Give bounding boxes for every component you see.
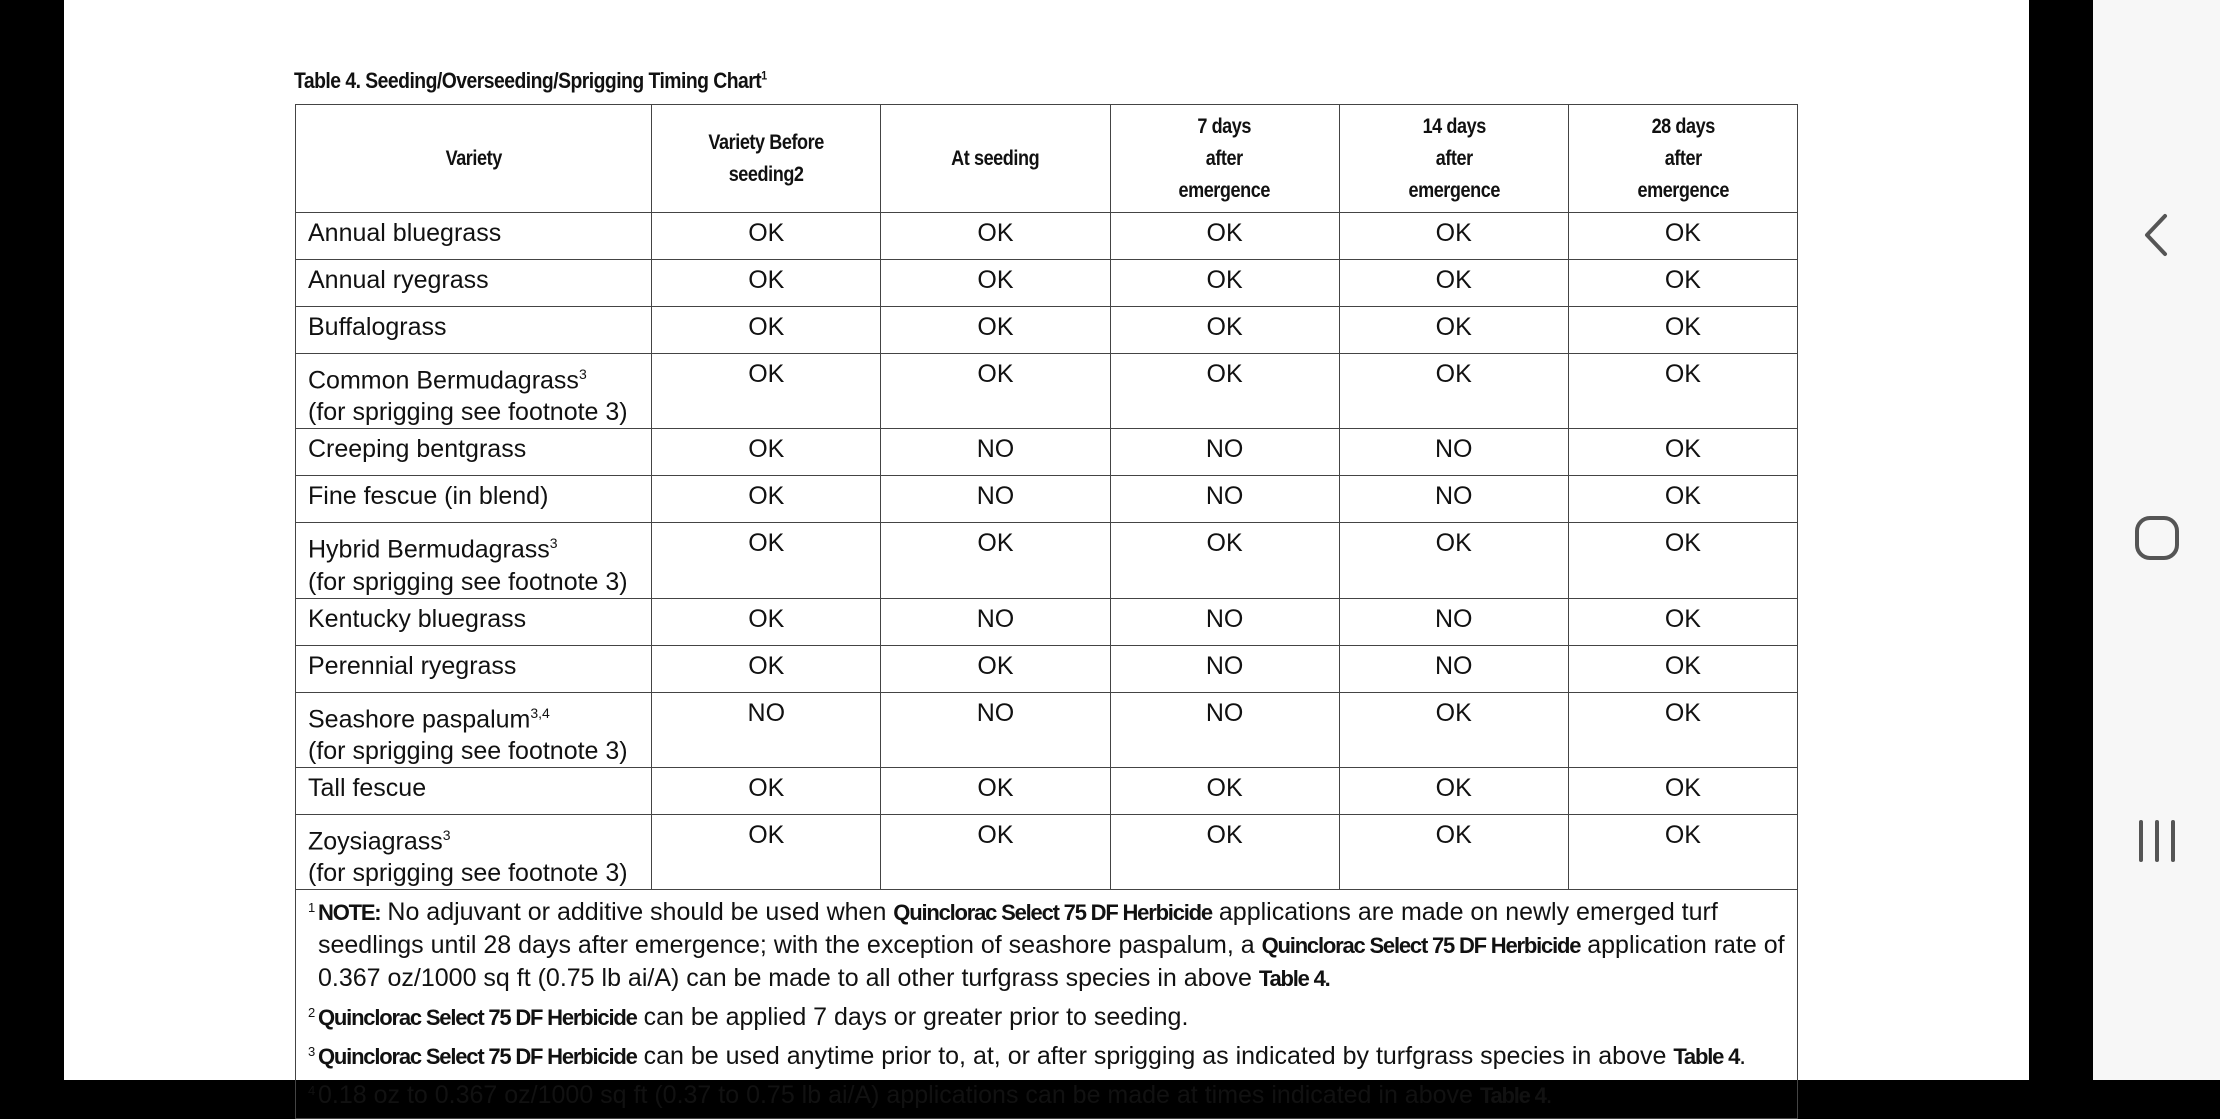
variety-cell bbox=[296, 307, 652, 354]
table-row bbox=[296, 307, 1798, 354]
timing-value-cell: OK bbox=[1339, 213, 1568, 260]
timing-value-cell: OK bbox=[1568, 814, 1797, 889]
variety-cell bbox=[296, 814, 652, 889]
timing-value-cell: OK bbox=[1339, 814, 1568, 889]
variety-cell bbox=[296, 213, 652, 260]
timing-value-cell: NO bbox=[1339, 429, 1568, 476]
timing-value-cell: OK bbox=[1339, 307, 1568, 354]
variety-name: Tall fescue bbox=[308, 773, 427, 802]
left-margin bbox=[0, 0, 64, 1080]
timing-value-cell: NO bbox=[1110, 476, 1339, 523]
timing-value-cell: OK bbox=[1568, 307, 1797, 354]
table-row bbox=[296, 476, 1798, 523]
timing-value-cell: OK bbox=[1568, 692, 1797, 767]
table-row bbox=[296, 814, 1798, 889]
timing-value-cell: OK bbox=[652, 476, 881, 523]
variety-footnote-ref: 3 bbox=[549, 535, 558, 552]
table-row bbox=[296, 767, 1798, 814]
notes-row bbox=[296, 890, 1798, 1119]
header-14-line1: 14 days bbox=[1422, 114, 1486, 138]
timing-value-cell: OK bbox=[1568, 429, 1797, 476]
timing-value-cell: OK bbox=[652, 523, 881, 598]
timing-value-cell: OK bbox=[881, 260, 1110, 307]
variety-subnote: (for sprigging see footnote 3) bbox=[308, 859, 628, 888]
variety-name: Seashore paspalum bbox=[308, 704, 531, 733]
header-14-line3: emergence bbox=[1407, 178, 1500, 202]
recents-icon bbox=[2135, 816, 2179, 866]
timing-value-cell: OK bbox=[1110, 814, 1339, 889]
footnote-3-end: . bbox=[1739, 1042, 1747, 1071]
header-at-seeding bbox=[881, 105, 1110, 213]
variety-name: Common Bermudagrass bbox=[308, 366, 579, 395]
header-7-line2: after bbox=[1206, 146, 1244, 170]
header-7-days bbox=[1110, 105, 1339, 213]
variety-cell bbox=[296, 692, 652, 767]
timing-value-cell: OK bbox=[1339, 692, 1568, 767]
footnote-2-number: 2 bbox=[308, 1005, 316, 1021]
variety-cell bbox=[296, 645, 652, 692]
timing-value-cell: OK bbox=[652, 645, 881, 692]
table-row bbox=[296, 598, 1798, 645]
timing-value-cell: OK bbox=[652, 260, 881, 307]
table-title-text: Table 4. Seeding/Overseeding/Sprigging Timing Chart bbox=[294, 68, 762, 93]
footnote-4-table-ref: Table 4 bbox=[1479, 1083, 1546, 1109]
home-button[interactable] bbox=[2093, 493, 2220, 583]
header-variety-text: Variety bbox=[445, 146, 502, 170]
header-at-seeding-text: At seeding bbox=[951, 146, 1040, 170]
timing-value-cell: OK bbox=[1568, 260, 1797, 307]
variety-subnote: (for sprigging see footnote 3) bbox=[308, 736, 628, 765]
footnote-1-text-c: application rate of 0.367 oz/1000 sq ft (0.75 lb ai/A) can be made to all other turfgrass species in above bbox=[318, 931, 1785, 993]
header-variety bbox=[296, 105, 652, 213]
recents-button[interactable] bbox=[2093, 796, 2220, 886]
right-margin bbox=[2029, 0, 2093, 1080]
timing-value-cell: OK bbox=[652, 307, 881, 354]
variety-name: Annual bluegrass bbox=[308, 219, 502, 247]
timing-value-cell: OK bbox=[1110, 354, 1339, 429]
footnote-1-label: NOTE: bbox=[318, 900, 381, 926]
timing-value-cell: OK bbox=[1568, 354, 1797, 429]
variety-name: Buffalograss bbox=[308, 313, 447, 341]
timing-value-cell: OK bbox=[881, 354, 1110, 429]
footnote-1 bbox=[308, 896, 1785, 995]
header-before-line2: seeding2 bbox=[728, 162, 804, 186]
timing-value-cell: OK bbox=[652, 354, 881, 429]
timing-value-cell: OK bbox=[881, 767, 1110, 814]
header-28-days bbox=[1568, 105, 1797, 213]
footnote-1-table-ref: Table 4. bbox=[1258, 966, 1330, 992]
footnote-4-text: 0.18 oz to 0.367 oz/1000 sq ft (0.37 to 0.75 lb ai/A) applications can be made at times indicated in above bbox=[318, 1081, 1480, 1110]
variety-cell bbox=[296, 598, 652, 645]
notes-cell bbox=[296, 890, 1798, 1119]
timing-value-cell: OK bbox=[652, 429, 881, 476]
footnote-1-text-a: No adjuvant or additive should be used when bbox=[380, 898, 894, 927]
footnote-2-product: Quinclorac Select 75 DF Herbicide bbox=[318, 1005, 637, 1031]
variety-cell bbox=[296, 260, 652, 307]
back-button[interactable] bbox=[2093, 190, 2220, 280]
variety-name: Annual ryegrass bbox=[308, 266, 489, 294]
timing-value-cell: OK bbox=[1339, 767, 1568, 814]
table-row bbox=[296, 692, 1798, 767]
footnote-3-number: 3 bbox=[308, 1044, 316, 1060]
timing-table bbox=[295, 104, 1798, 1119]
table-row bbox=[296, 260, 1798, 307]
variety-name: Creeping bentgrass bbox=[308, 435, 527, 464]
variety-subnote: (for sprigging see footnote 3) bbox=[308, 567, 628, 596]
timing-value-cell: OK bbox=[1110, 307, 1339, 354]
timing-value-cell: OK bbox=[881, 213, 1110, 260]
timing-value-cell: NO bbox=[1339, 645, 1568, 692]
variety-cell bbox=[296, 429, 652, 476]
header-28-line3: emergence bbox=[1637, 178, 1729, 202]
table-row bbox=[296, 429, 1798, 476]
variety-name: Zoysiagrass bbox=[308, 827, 443, 856]
timing-value-cell: OK bbox=[881, 307, 1110, 354]
variety-cell bbox=[296, 476, 652, 523]
footnote-2-text: can be applied 7 days or greater prior to seeding. bbox=[636, 1003, 1189, 1032]
timing-value-cell: OK bbox=[1110, 213, 1339, 260]
footnote-1-product-a: Quinclorac Select 75 DF Herbicide bbox=[893, 900, 1212, 926]
header-28-line1: 28 days bbox=[1651, 114, 1715, 138]
timing-value-cell: OK bbox=[881, 645, 1110, 692]
footnote-3 bbox=[308, 1040, 1785, 1073]
variety-name: Perennial ryegrass bbox=[308, 651, 517, 680]
system-nav-bar bbox=[2093, 0, 2220, 1080]
variety-name: Kentucky bluegrass bbox=[308, 604, 527, 633]
back-icon bbox=[2137, 210, 2177, 260]
variety-cell bbox=[296, 523, 652, 598]
timing-value-cell: NO bbox=[881, 476, 1110, 523]
header-before-line1: Variety Before bbox=[708, 130, 825, 154]
timing-value-cell: OK bbox=[1110, 767, 1339, 814]
footnote-3-table-ref: Table 4 bbox=[1673, 1044, 1740, 1070]
variety-cell bbox=[296, 767, 652, 814]
variety-subnote: (for sprigging see footnote 3) bbox=[308, 398, 628, 427]
timing-value-cell: OK bbox=[881, 523, 1110, 598]
timing-value-cell: NO bbox=[1110, 692, 1339, 767]
header-28-line2: after bbox=[1664, 146, 1702, 170]
footnote-2 bbox=[308, 1001, 1785, 1034]
footnote-1-number: 1 bbox=[308, 900, 316, 916]
table-title bbox=[294, 68, 767, 94]
timing-value-cell: NO bbox=[881, 598, 1110, 645]
footnote-4-number: 4 bbox=[308, 1083, 316, 1099]
table-row bbox=[296, 213, 1798, 260]
timing-value-cell: NO bbox=[652, 692, 881, 767]
timing-value-cell: OK bbox=[1568, 476, 1797, 523]
footnote-3-product: Quinclorac Select 75 DF Herbicide bbox=[318, 1044, 637, 1070]
footnote-4-end: . bbox=[1545, 1081, 1553, 1110]
home-icon bbox=[2132, 513, 2182, 563]
variety-footnote-ref: 3 bbox=[442, 826, 451, 843]
footnote-3-text: can be used anytime prior to, at, or after sprigging as indicated by turfgrass species in above bbox=[636, 1042, 1674, 1071]
timing-value-cell: OK bbox=[1568, 213, 1797, 260]
timing-value-cell: NO bbox=[1110, 645, 1339, 692]
timing-value-cell: OK bbox=[652, 814, 881, 889]
variety-footnote-ref: 3 bbox=[578, 366, 587, 382]
timing-value-cell: OK bbox=[652, 213, 881, 260]
timing-value-cell: OK bbox=[1339, 354, 1568, 429]
table-row bbox=[296, 523, 1798, 598]
header-14-line2: after bbox=[1435, 146, 1473, 170]
timing-value-cell: NO bbox=[1339, 598, 1568, 645]
timing-value-cell: NO bbox=[1110, 598, 1339, 645]
header-7-line3: emergence bbox=[1178, 178, 1271, 202]
footnote-4 bbox=[308, 1079, 1785, 1112]
table-body bbox=[296, 213, 1798, 890]
variety-footnote-ref: 3,4 bbox=[530, 704, 550, 721]
timing-value-cell: OK bbox=[1568, 645, 1797, 692]
timing-value-cell: OK bbox=[1568, 767, 1797, 814]
timing-value-cell: OK bbox=[1110, 523, 1339, 598]
variety-cell bbox=[296, 354, 652, 429]
timing-value-cell: OK bbox=[1339, 523, 1568, 598]
timing-value-cell: NO bbox=[881, 429, 1110, 476]
header-7-line1: 7 days bbox=[1197, 114, 1252, 138]
header-row bbox=[296, 105, 1798, 213]
header-before-seeding bbox=[652, 105, 881, 213]
header-14-days bbox=[1339, 105, 1568, 213]
timing-value-cell: OK bbox=[1110, 260, 1339, 307]
timing-value-cell: NO bbox=[1339, 476, 1568, 523]
document-page[interactable] bbox=[64, 0, 2029, 1110]
timing-value-cell: OK bbox=[652, 767, 881, 814]
footnote-1-text-b: applications are made on newly emerged turf seedlings until 28 days after emergence; with the exception of seashore paspalum, a bbox=[318, 898, 1718, 960]
variety-name: Hybrid Bermudagrass bbox=[308, 535, 550, 564]
table-row bbox=[296, 645, 1798, 692]
timing-value-cell: OK bbox=[881, 814, 1110, 889]
timing-value-cell: OK bbox=[1568, 598, 1797, 645]
variety-name: Fine fescue (in blend) bbox=[308, 482, 549, 511]
table-title-sup: 1 bbox=[761, 68, 767, 83]
timing-value-cell: OK bbox=[1568, 523, 1797, 598]
timing-value-cell: OK bbox=[652, 598, 881, 645]
table-row bbox=[296, 354, 1798, 429]
timing-value-cell: NO bbox=[1110, 429, 1339, 476]
timing-value-cell: OK bbox=[1339, 260, 1568, 307]
timing-value-cell: NO bbox=[881, 692, 1110, 767]
footnote-1-product-b: Quinclorac Select 75 DF Herbicide bbox=[1261, 933, 1581, 959]
